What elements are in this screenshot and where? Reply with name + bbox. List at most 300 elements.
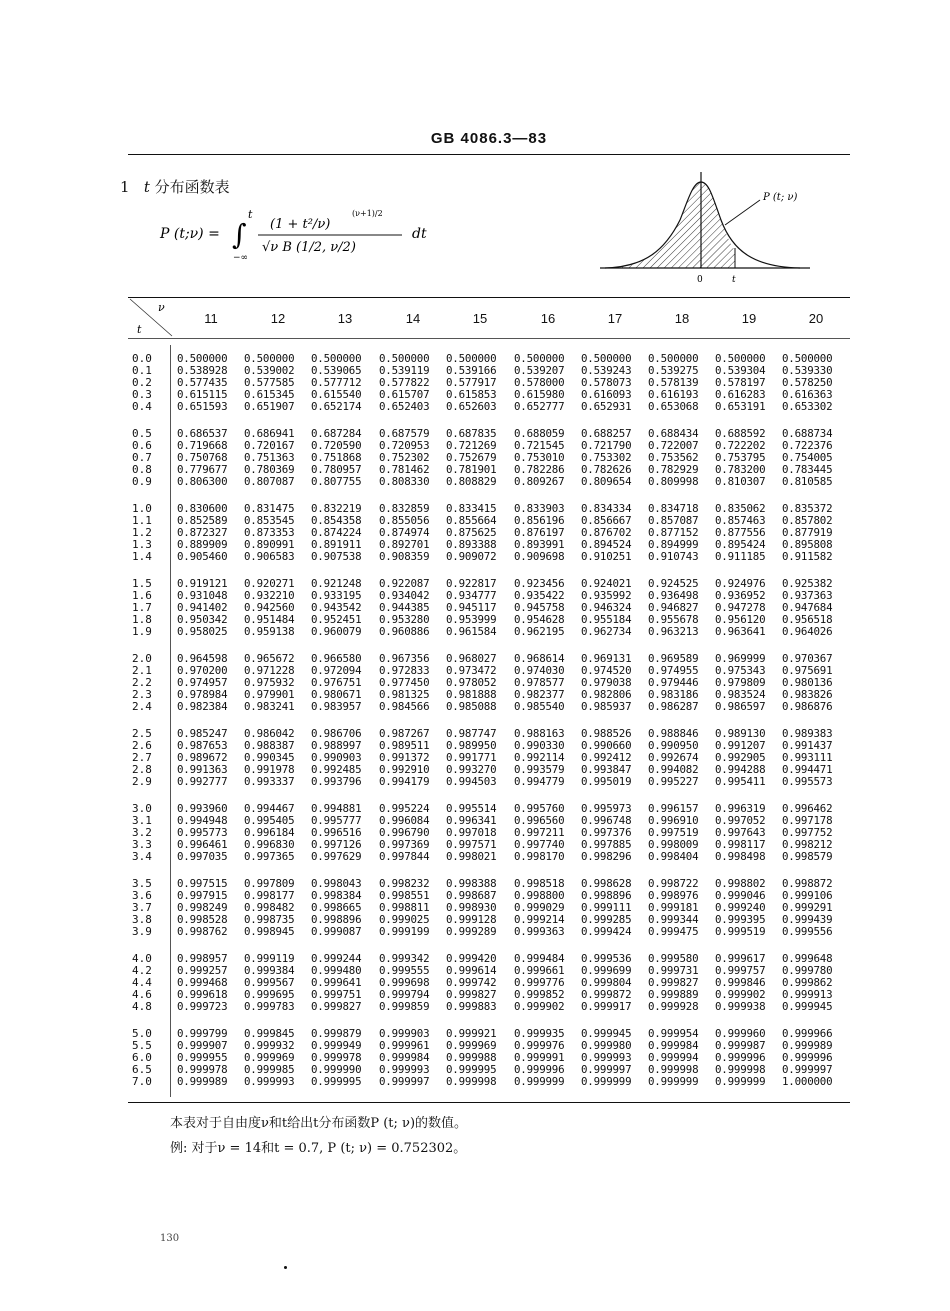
table-cell: 0.971228 bbox=[244, 664, 295, 677]
table-cell: 0.979446 bbox=[648, 676, 699, 689]
table-cell: 0.962195 bbox=[514, 625, 565, 638]
table-cell: 0.989130 bbox=[715, 727, 766, 740]
table-cell: 0.997809 bbox=[244, 877, 295, 890]
table-cell: 0.996184 bbox=[244, 826, 295, 839]
table-cell: 0.998518 bbox=[514, 877, 565, 890]
table-cell: 0.999181 bbox=[648, 901, 699, 914]
table-cell: 0.999993 bbox=[581, 1051, 632, 1064]
table-cell: 0.999995 bbox=[446, 1063, 497, 1076]
t-value: 4.6 bbox=[132, 988, 152, 1001]
section-title-t: t bbox=[143, 178, 150, 196]
table-cell: 0.999954 bbox=[648, 1027, 699, 1040]
table-cell: 0.978577 bbox=[514, 676, 565, 689]
table-cell: 0.999949 bbox=[311, 1039, 362, 1052]
table-cell: 0.965672 bbox=[244, 652, 295, 665]
table-cell: 0.874224 bbox=[311, 526, 362, 539]
table-cell: 0.539304 bbox=[715, 364, 766, 377]
table-cell: 0.722376 bbox=[782, 439, 833, 452]
table-cell: 0.651593 bbox=[177, 400, 228, 413]
table-cell: 0.998498 bbox=[715, 850, 766, 863]
table-cell: 0.992485 bbox=[311, 763, 362, 776]
table-cell: 0.999661 bbox=[514, 964, 565, 977]
table-cell: 0.925382 bbox=[782, 577, 833, 590]
table-cell: 0.994503 bbox=[446, 775, 497, 788]
table-cell: 0.999845 bbox=[244, 1027, 295, 1040]
table-cell: 0.999614 bbox=[446, 964, 497, 977]
table-cell: 0.973472 bbox=[446, 664, 497, 677]
table-cell: 0.962734 bbox=[581, 625, 632, 638]
column-header: 20 bbox=[808, 311, 824, 326]
table-cell: 0.998811 bbox=[379, 901, 430, 914]
table-cell: 0.999996 bbox=[514, 1063, 565, 1076]
table-cell: 0.953280 bbox=[379, 613, 430, 626]
table-cell: 0.997643 bbox=[715, 826, 766, 839]
table-cell: 0.936952 bbox=[715, 589, 766, 602]
table-cell: 0.985088 bbox=[446, 700, 497, 713]
t-value: 3.3 bbox=[132, 838, 152, 851]
formula-upper-limit: t bbox=[248, 208, 253, 221]
table-cell: 0.998551 bbox=[379, 889, 430, 902]
table-cell: 0.687579 bbox=[379, 427, 430, 440]
table-cell: 0.687835 bbox=[446, 427, 497, 440]
table-cell: 0.923456 bbox=[514, 577, 565, 590]
table-cell: 0.892701 bbox=[379, 538, 430, 551]
t-value: 1.3 bbox=[132, 538, 152, 551]
table-cell: 0.942560 bbox=[244, 601, 295, 614]
table-cell: 0.947684 bbox=[782, 601, 833, 614]
table-cell: 0.999480 bbox=[311, 964, 362, 977]
table-cell: 0.753010 bbox=[514, 451, 565, 464]
table-cell: 0.994288 bbox=[715, 763, 766, 776]
distribution-formula bbox=[140, 204, 440, 264]
table-cell: 0.950342 bbox=[177, 613, 228, 626]
table-cell: 0.782929 bbox=[648, 463, 699, 476]
table-cell: 0.781462 bbox=[379, 463, 430, 476]
table-cell: 0.835372 bbox=[782, 502, 833, 515]
table-cell: 0.983957 bbox=[311, 700, 362, 713]
table-cell: 0.999025 bbox=[379, 913, 430, 926]
table-head-rule bbox=[128, 338, 850, 339]
table-cell: 0.995973 bbox=[581, 802, 632, 815]
table-cell: 0.945117 bbox=[446, 601, 497, 614]
table-cell: 0.999994 bbox=[648, 1051, 699, 1064]
table-cell: 0.783200 bbox=[715, 463, 766, 476]
table-cell: 0.997515 bbox=[177, 877, 228, 890]
t-value: 0.4 bbox=[132, 400, 152, 413]
table-cell: 0.953999 bbox=[446, 613, 497, 626]
table-cell: 0.997018 bbox=[446, 826, 497, 839]
table-cell: 0.653191 bbox=[715, 400, 766, 413]
table-cell: 0.991363 bbox=[177, 763, 228, 776]
table-cell: 0.577712 bbox=[311, 376, 362, 389]
formula-lower-limit: −∞ bbox=[233, 253, 249, 263]
t-value: 3.2 bbox=[132, 826, 152, 839]
table-note: 本表对于自由度ν和t给出t分布函数P (t; ν)的数值。 bbox=[170, 1116, 468, 1131]
table-cell: 0.577585 bbox=[244, 376, 295, 389]
table-cell: 0.978984 bbox=[177, 688, 228, 701]
table-cell: 0.963213 bbox=[648, 625, 699, 638]
t-value: 3.7 bbox=[132, 901, 152, 914]
table-cell: 0.909698 bbox=[514, 550, 565, 563]
table-cell: 0.652174 bbox=[311, 400, 362, 413]
table-cell: 0.987267 bbox=[379, 727, 430, 740]
table-cell: 0.999484 bbox=[514, 952, 565, 965]
table-cell: 0.999757 bbox=[715, 964, 766, 977]
table-cell: 0.996319 bbox=[715, 802, 766, 815]
table-cell: 0.998021 bbox=[446, 850, 497, 863]
table-cell: 0.987653 bbox=[177, 739, 228, 752]
table-cell: 0.652603 bbox=[446, 400, 497, 413]
formula-numerator: (1 + t²/ν) bbox=[270, 217, 331, 232]
table-cell: 0.893991 bbox=[514, 538, 565, 551]
table-cell: 0.947278 bbox=[715, 601, 766, 614]
table-cell: 0.999698 bbox=[379, 976, 430, 989]
t-value: 2.5 bbox=[132, 727, 152, 740]
table-cell: 0.997752 bbox=[782, 826, 833, 839]
table-cell: 0.988163 bbox=[514, 727, 565, 740]
table-cell: 0.911185 bbox=[715, 550, 766, 563]
table-row-group bbox=[128, 428, 850, 492]
table-cell: 0.999420 bbox=[446, 952, 497, 965]
t-value: 1.7 bbox=[132, 601, 152, 614]
table-cell: 0.991372 bbox=[379, 751, 430, 764]
t-distribution-table bbox=[128, 297, 850, 1105]
table-cell: 0.985937 bbox=[581, 700, 632, 713]
table-cell: 0.995777 bbox=[311, 814, 362, 827]
table-cell: 0.997740 bbox=[514, 838, 565, 851]
table-cell: 0.994471 bbox=[782, 763, 833, 776]
table-cell: 0.999846 bbox=[715, 976, 766, 989]
table-cell: 0.974955 bbox=[648, 664, 699, 677]
table-cell: 0.873353 bbox=[244, 526, 295, 539]
table-cell: 0.877919 bbox=[782, 526, 833, 539]
table-cell: 0.995224 bbox=[379, 802, 430, 815]
table-cell: 0.982377 bbox=[514, 688, 565, 701]
table-cell: 0.983826 bbox=[782, 688, 833, 701]
table-cell: 0.998579 bbox=[782, 850, 833, 863]
table-cell: 0.922817 bbox=[446, 577, 497, 590]
table-cell: 0.857463 bbox=[715, 514, 766, 527]
table-cell: 0.994779 bbox=[514, 775, 565, 788]
corner-t-label: t bbox=[137, 323, 142, 336]
table-cell: 0.990660 bbox=[581, 739, 632, 752]
table-cell: 0.998404 bbox=[648, 850, 699, 863]
t-value: 0.7 bbox=[132, 451, 152, 464]
table-cell: 0.500000 bbox=[648, 352, 699, 365]
table-cell: 0.995760 bbox=[514, 802, 565, 815]
table-cell: 0.999985 bbox=[244, 1063, 295, 1076]
t-value: 0.1 bbox=[132, 364, 152, 377]
table-cell: 0.999555 bbox=[379, 964, 430, 977]
table-cell: 0.891911 bbox=[311, 538, 362, 551]
table-cell: 0.998800 bbox=[514, 889, 565, 902]
table-cell: 0.780957 bbox=[311, 463, 362, 476]
t-value: 0.3 bbox=[132, 388, 152, 401]
table-cell: 0.999111 bbox=[581, 901, 632, 914]
column-header: 18 bbox=[674, 311, 690, 326]
table-row-group bbox=[128, 1028, 850, 1092]
table-top-rule bbox=[128, 297, 850, 298]
table-cell: 0.992412 bbox=[581, 751, 632, 764]
table-cell: 0.999978 bbox=[177, 1063, 228, 1076]
t-value: 3.6 bbox=[132, 889, 152, 902]
table-cell: 0.999567 bbox=[244, 976, 295, 989]
table-cell: 0.998628 bbox=[581, 877, 632, 890]
table-cell: 0.998384 bbox=[311, 889, 362, 902]
table-cell: 0.988846 bbox=[648, 727, 699, 740]
t-value: 0.0 bbox=[132, 352, 152, 365]
table-cell: 0.968027 bbox=[446, 652, 497, 665]
table-cell: 0.963641 bbox=[715, 625, 766, 638]
table-cell: 0.979809 bbox=[715, 676, 766, 689]
table-cell: 0.991771 bbox=[446, 751, 497, 764]
table-cell: 0.807087 bbox=[244, 475, 295, 488]
table-cell: 0.969999 bbox=[715, 652, 766, 665]
table-cell: 0.946827 bbox=[648, 601, 699, 614]
table-cell: 0.960079 bbox=[311, 625, 362, 638]
t-value: 0.2 bbox=[132, 376, 152, 389]
table-cell: 0.934777 bbox=[446, 589, 497, 602]
table-cell: 0.999989 bbox=[177, 1075, 228, 1088]
table-cell: 0.999997 bbox=[782, 1063, 833, 1076]
table-cell: 0.992777 bbox=[177, 775, 228, 788]
table-cell: 0.964026 bbox=[782, 625, 833, 638]
t-value: 5.5 bbox=[132, 1039, 152, 1052]
table-cell: 0.999536 bbox=[581, 952, 632, 965]
t-value: 2.2 bbox=[132, 676, 152, 689]
table-cell: 0.999945 bbox=[782, 1000, 833, 1013]
table-cell: 0.997519 bbox=[648, 826, 699, 839]
table-cell: 0.999731 bbox=[648, 964, 699, 977]
table-cell: 0.998722 bbox=[648, 877, 699, 890]
table-cell: 0.999976 bbox=[514, 1039, 565, 1052]
table-cell: 0.996516 bbox=[311, 826, 362, 839]
table-cell: 0.999889 bbox=[648, 988, 699, 1001]
table-cell: 0.993847 bbox=[581, 763, 632, 776]
table-cell: 0.992674 bbox=[648, 751, 699, 764]
table-cell: 0.835062 bbox=[715, 502, 766, 515]
table-cell: 0.999998 bbox=[446, 1075, 497, 1088]
table-cell: 0.999991 bbox=[514, 1051, 565, 1064]
table-cell: 0.999424 bbox=[581, 925, 632, 938]
table-cell: 0.955184 bbox=[581, 613, 632, 626]
table-cell: 0.955678 bbox=[648, 613, 699, 626]
table-cell: 0.856196 bbox=[514, 514, 565, 527]
table-cell: 0.686537 bbox=[177, 427, 228, 440]
table-cell: 0.615980 bbox=[514, 388, 565, 401]
table-cell: 0.751868 bbox=[311, 451, 362, 464]
table-cell: 0.996748 bbox=[581, 814, 632, 827]
table-cell: 0.991978 bbox=[244, 763, 295, 776]
table-cell: 0.907538 bbox=[311, 550, 362, 563]
formula-denominator: √ν B (1/2, ν/2) bbox=[262, 240, 356, 255]
table-cell: 0.987747 bbox=[446, 727, 497, 740]
table-cell: 0.999363 bbox=[514, 925, 565, 938]
table-cell: 0.808330 bbox=[379, 475, 430, 488]
section-title bbox=[120, 176, 230, 197]
table-cell: 0.539207 bbox=[514, 364, 565, 377]
table-cell: 0.752679 bbox=[446, 451, 497, 464]
table-cell: 0.577822 bbox=[379, 376, 430, 389]
table-cell: 0.996790 bbox=[379, 826, 430, 839]
column-header: 13 bbox=[337, 311, 353, 326]
table-cell: 0.997915 bbox=[177, 889, 228, 902]
table-cell: 0.984566 bbox=[379, 700, 430, 713]
table-cell: 0.964598 bbox=[177, 652, 228, 665]
table-cell: 0.952451 bbox=[311, 613, 362, 626]
table-cell: 0.989950 bbox=[446, 739, 497, 752]
table-cell: 0.615853 bbox=[446, 388, 497, 401]
table-cell: 0.577435 bbox=[177, 376, 228, 389]
table-cell: 0.990903 bbox=[311, 751, 362, 764]
table-cell: 0.999794 bbox=[379, 988, 430, 1001]
table-cell: 0.999804 bbox=[581, 976, 632, 989]
table-bottom-rule bbox=[128, 1102, 850, 1103]
table-cell: 0.890991 bbox=[244, 538, 295, 551]
section-title-rest: 分布函数表 bbox=[154, 178, 230, 196]
table-cell: 0.989672 bbox=[177, 751, 228, 764]
table-cell: 0.996560 bbox=[514, 814, 565, 827]
table-cell: 0.976751 bbox=[311, 676, 362, 689]
t-value: 1.1 bbox=[132, 514, 152, 527]
label-leader-line bbox=[725, 200, 760, 225]
table-cell: 0.999046 bbox=[715, 889, 766, 902]
table-cell: 0.999395 bbox=[715, 913, 766, 926]
table-cell: 0.999993 bbox=[379, 1063, 430, 1076]
table-cell: 0.874974 bbox=[379, 526, 430, 539]
table-cell: 0.653068 bbox=[648, 400, 699, 413]
table-cell: 0.997178 bbox=[782, 814, 833, 827]
table-cell: 0.998043 bbox=[311, 877, 362, 890]
table-cell: 0.999902 bbox=[715, 988, 766, 1001]
table-cell: 0.919121 bbox=[177, 577, 228, 590]
column-header: 17 bbox=[607, 311, 623, 326]
table-cell: 0.855056 bbox=[379, 514, 430, 527]
table-cell: 0.936498 bbox=[648, 589, 699, 602]
table-cell: 0.996157 bbox=[648, 802, 699, 815]
table-cell: 0.970367 bbox=[782, 652, 833, 665]
table-cell: 0.995514 bbox=[446, 802, 497, 815]
table-cell: 0.998976 bbox=[648, 889, 699, 902]
table-cell: 0.894999 bbox=[648, 538, 699, 551]
table-row-group bbox=[128, 803, 850, 867]
table-cell: 0.722007 bbox=[648, 439, 699, 452]
table-cell: 0.995773 bbox=[177, 826, 228, 839]
table-cell: 0.653302 bbox=[782, 400, 833, 413]
table-cell: 0.992910 bbox=[379, 763, 430, 776]
table-cell: 0.997365 bbox=[244, 850, 295, 863]
table-cell: 0.616363 bbox=[782, 388, 833, 401]
table-cell: 0.688434 bbox=[648, 427, 699, 440]
table-cell: 0.997376 bbox=[581, 826, 632, 839]
column-header: 11 bbox=[204, 311, 218, 326]
table-cell: 0.986706 bbox=[311, 727, 362, 740]
table-cell: 0.991437 bbox=[782, 739, 833, 752]
table-cell: 0.616093 bbox=[581, 388, 632, 401]
column-header: 12 bbox=[270, 311, 286, 326]
table-cell: 0.834334 bbox=[581, 502, 632, 515]
table-cell: 0.988526 bbox=[581, 727, 632, 740]
table-cell: 0.999519 bbox=[715, 925, 766, 938]
table-cell: 0.754005 bbox=[782, 451, 833, 464]
table-cell: 0.999998 bbox=[715, 1063, 766, 1076]
t-value: 0.5 bbox=[132, 427, 152, 440]
table-cell: 0.969131 bbox=[581, 652, 632, 665]
table-cell: 0.998957 bbox=[177, 952, 228, 965]
table-cell: 0.876197 bbox=[514, 526, 565, 539]
page-dot bbox=[284, 1266, 287, 1269]
table-row-group bbox=[128, 953, 850, 1017]
table-cell: 0.999827 bbox=[311, 1000, 362, 1013]
table-cell: 0.500000 bbox=[581, 352, 632, 365]
table-row-group bbox=[128, 653, 850, 717]
table-cell: 0.894524 bbox=[581, 538, 632, 551]
t-value: 2.8 bbox=[132, 763, 152, 776]
table-cell: 0.810307 bbox=[715, 475, 766, 488]
table-cell: 0.990330 bbox=[514, 739, 565, 752]
table-cell: 0.720167 bbox=[244, 439, 295, 452]
table-cell: 0.539119 bbox=[379, 364, 430, 377]
table-cell: 0.999978 bbox=[311, 1051, 362, 1064]
t-value: 3.9 bbox=[132, 925, 152, 938]
table-cell: 0.999780 bbox=[782, 964, 833, 977]
table-cell: 0.831475 bbox=[244, 502, 295, 515]
table-cell: 0.997126 bbox=[311, 838, 362, 851]
table-cell: 0.983186 bbox=[648, 688, 699, 701]
table-cell: 0.750768 bbox=[177, 451, 228, 464]
table-cell: 0.993960 bbox=[177, 802, 228, 815]
table-cell: 0.807755 bbox=[311, 475, 362, 488]
table-cell: 0.931048 bbox=[177, 589, 228, 602]
table-cell: 0.998802 bbox=[715, 877, 766, 890]
table-cell: 0.975691 bbox=[782, 664, 833, 677]
table-cell: 0.895808 bbox=[782, 538, 833, 551]
table-cell: 0.779677 bbox=[177, 463, 228, 476]
table-cell: 0.982384 bbox=[177, 700, 228, 713]
table-cell: 0.999244 bbox=[311, 952, 362, 965]
table-cell: 0.999903 bbox=[379, 1027, 430, 1040]
table-cell: 0.832859 bbox=[379, 502, 430, 515]
t-value: 2.7 bbox=[132, 751, 152, 764]
table-cell: 0.985247 bbox=[177, 727, 228, 740]
table-cell: 0.975343 bbox=[715, 664, 766, 677]
table-cell: 0.983241 bbox=[244, 700, 295, 713]
table-cell: 0.999699 bbox=[581, 964, 632, 977]
axis-zero-label: 0 bbox=[697, 275, 703, 285]
table-cell: 0.500000 bbox=[715, 352, 766, 365]
table-cell: 0.782286 bbox=[514, 463, 565, 476]
table-cell: 0.920271 bbox=[244, 577, 295, 590]
table-cell: 0.999995 bbox=[311, 1075, 362, 1088]
table-cell: 0.995573 bbox=[782, 775, 833, 788]
table-cell: 0.651907 bbox=[244, 400, 295, 413]
table-cell: 0.652403 bbox=[379, 400, 430, 413]
table-cell: 0.999917 bbox=[581, 1000, 632, 1013]
t-value: 0.6 bbox=[132, 439, 152, 452]
table-cell: 0.615115 bbox=[177, 388, 228, 401]
t-value: 1.6 bbox=[132, 589, 152, 602]
table-cell: 0.998177 bbox=[244, 889, 295, 902]
table-cell: 0.999938 bbox=[715, 1000, 766, 1013]
table-cell: 0.996830 bbox=[244, 838, 295, 851]
table-cell: 0.688257 bbox=[581, 427, 632, 440]
column-header: 14 bbox=[405, 311, 421, 326]
table-cell: 0.999961 bbox=[379, 1039, 430, 1052]
t-value: 6.5 bbox=[132, 1063, 152, 1076]
table-cell: 0.998388 bbox=[446, 877, 497, 890]
table-cell: 0.688592 bbox=[715, 427, 766, 440]
table-cell: 0.652931 bbox=[581, 400, 632, 413]
